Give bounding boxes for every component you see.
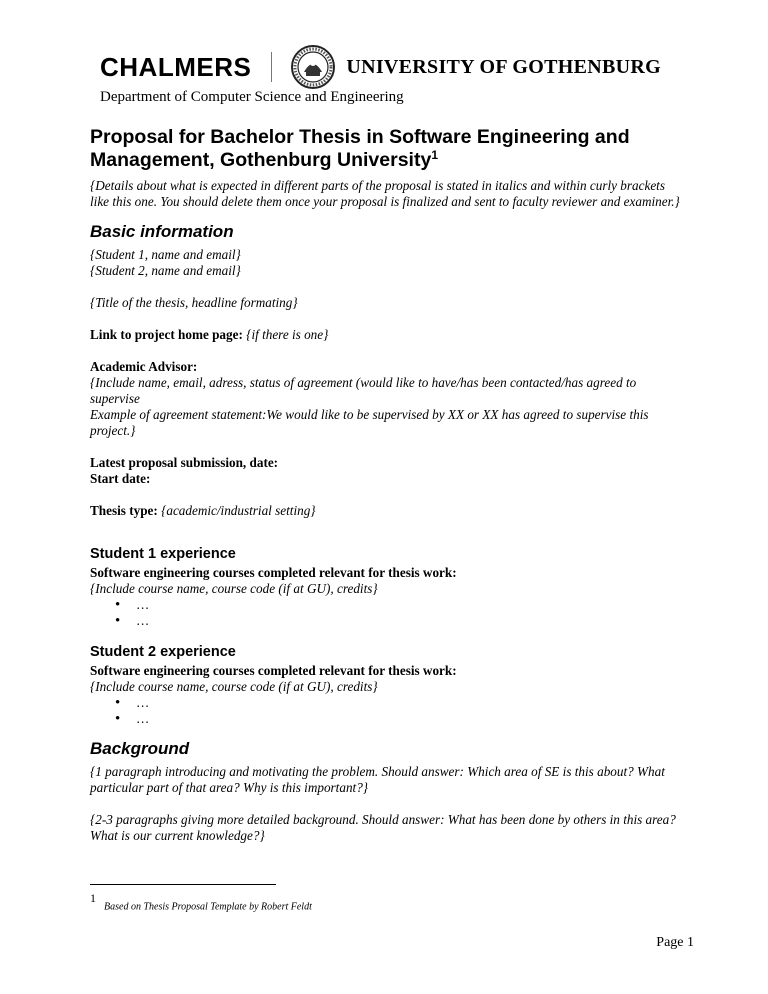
advisor-example: Example of agreement statement:We would like to be supervised by XX or XX has agreed to supervise this project.} — [90, 407, 649, 438]
background-paragraph-2: {2-3 paragraphs giving more detailed background. Should answer: What has been done by others in this area? What is our current knowledge?} — [90, 812, 676, 843]
footnote-mark: 1 — [90, 891, 96, 905]
title-footnote-mark: 1 — [431, 148, 438, 162]
section-student1-experience: Student 1 experience — [90, 546, 236, 562]
advisor-hint: {Include name, email, adress, status of agreement (would like to have/has been contacted/has agreed to supervise — [90, 375, 637, 406]
project-link-hint: {if there is one} — [246, 327, 329, 342]
section-background: Background — [90, 739, 190, 758]
footnote-text: Based on Thesis Proposal Template by Robert Feldt — [104, 901, 312, 913]
department-name: Department of Computer Science and Engineering — [100, 89, 404, 105]
student2-placeholder: {Student 2, name and email} — [90, 263, 241, 278]
list-item: • … — [115, 613, 680, 629]
start-date-label: Start date: — [90, 471, 151, 486]
list-item: • … — [115, 695, 680, 711]
student2-courses-label: Software engineering courses completed relevant for thesis work: — [90, 663, 457, 678]
background-paragraph-1: {1 paragraph introducing and motivating the problem. Should answer: Which area of SE is this about? What particular part of that area? Why is this important?} — [90, 764, 665, 795]
thesis-type-hint: {academic/industrial setting} — [161, 503, 316, 518]
header-logos — [100, 44, 661, 90]
document-body — [90, 126, 680, 844]
project-link-line — [90, 327, 680, 343]
thesis-type-label: Thesis type: — [90, 503, 158, 518]
list-item: • … — [115, 711, 680, 727]
footnote — [90, 891, 312, 913]
page-title — [90, 126, 680, 172]
page-number: Page 1 — [656, 935, 694, 950]
student1-course-list — [90, 597, 680, 629]
student2-courses-hint: {Include course name, course code (if at GU), credits} — [90, 679, 378, 694]
latest-submission-label: Latest proposal submission, date: — [90, 455, 279, 470]
student1-placeholder: {Student 1, name and email} — [90, 247, 241, 262]
advisor-label: Academic Advisor: — [90, 359, 198, 374]
footnote-divider — [90, 884, 276, 885]
gu-logo-text: UNIVERSITY OF GOTHENBURG — [346, 55, 661, 78]
chalmers-logo: CHALMERS — [100, 51, 252, 82]
student1-courses-hint: {Include course name, course code (if at GU), credits} — [90, 581, 378, 596]
student2-course-list — [90, 695, 680, 727]
list-item: • … — [115, 597, 680, 613]
section-student2-experience: Student 2 experience — [90, 644, 236, 660]
student1-courses-label: Software engineering courses completed relevant for thesis work: — [90, 565, 457, 580]
title-text: Proposal for Bachelor Thesis in Software Engineering and Management, Gothenburg University — [90, 126, 630, 171]
project-link-label: Link to project home page: — [90, 327, 243, 342]
thesis-title-placeholder: {Title of the thesis, headline formating} — [90, 295, 298, 310]
logo-divider — [271, 52, 272, 82]
university-seal-icon — [290, 44, 336, 90]
intro-note: {Details about what is expected in different parts of the proposal is stated in italics and within curly brackets like this one. You should delete them once your proposal is finalized and sent to faculty reviewer and examiner.} — [90, 178, 680, 209]
section-basic-information: Basic information — [90, 222, 234, 241]
thesis-type-line — [90, 503, 680, 519]
